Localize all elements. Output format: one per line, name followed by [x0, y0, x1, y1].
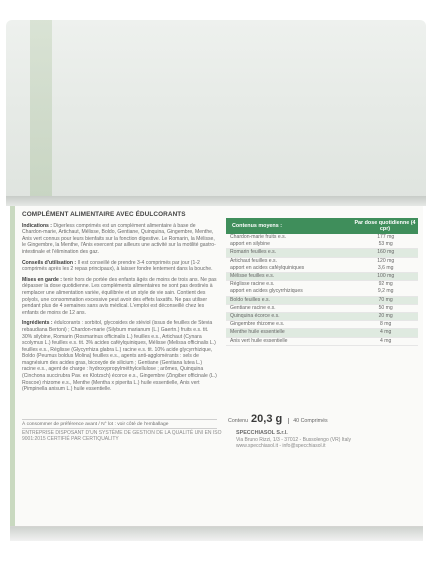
indications-label: Indications : — [22, 222, 52, 229]
table-header-col2: Par dose quotidienne (4 cpr) — [354, 220, 416, 232]
table-row — [226, 305, 418, 313]
ingredient-name: Quinquina écorce e.s. — [230, 313, 280, 320]
ingredients-section — [22, 320, 217, 393]
conseils-text: Il est conseillé de prendre 3-4 comprimés par jour (1-2 comprimés après les 2 repas principaux), à laisser fondre lentement dans la bouche. — [22, 259, 213, 273]
table-header-col1: Contenus moyens : — [232, 223, 283, 229]
ingredient-name: Chardon-marie fruits e.s. apport en silybine — [230, 234, 287, 248]
ingredient-dose: 50 mg — [378, 304, 393, 311]
brand-strip — [10, 206, 15, 526]
package-top — [6, 20, 426, 200]
ingredient-name: Artichaut feuilles e.s. apport en acides caféylquiniques — [230, 257, 305, 271]
product-title: COMPLÉMENT ALIMENTAIRE AVEC ÉDULCORANTS — [22, 211, 186, 218]
ingredient-name: Réglisse racine e.s. apport en acides glycyrrhiziques — [230, 281, 303, 295]
table-row — [226, 234, 418, 249]
ingredient-dose: 4 mg — [380, 337, 392, 344]
ingredient-name: Anis vert huile essentielle — [230, 337, 288, 344]
left-divider-2 — [22, 428, 217, 429]
lot-note: À consommer de préférence avant / N° lot : voir côté de l'emballage — [22, 422, 169, 427]
package-bottom-edge — [10, 527, 423, 541]
ingredient-name: Gingembre rhizome e.s. — [230, 321, 285, 328]
table-row — [226, 258, 418, 273]
ingredient-dose: 92 mg 9,2 mg — [377, 281, 394, 295]
net-weight: 20,3 g — [251, 413, 283, 425]
ingredient-dose: 8 mg — [380, 321, 392, 328]
ingredient-dose: 160 mg — [377, 249, 395, 256]
quality-statement: ENTREPRISE DISPOSANT D'UN SYSTÈME DE GESTION DE LA QUALITÉ UNI EN ISO 9001:2015 CERTIFIÉ PAR CERTIQUALITY — [22, 430, 222, 443]
ingredient-name: Menthe huile essentielle — [230, 329, 285, 336]
table-row — [226, 338, 418, 346]
table-row — [226, 313, 418, 321]
ingredients-label: Ingrédients : — [22, 320, 53, 327]
table-row — [226, 249, 418, 257]
net-content — [228, 413, 328, 425]
company-name: SPECCHIASOL S.r.l. — [236, 430, 288, 436]
net-content-label: Contenu — [228, 418, 249, 424]
table-row — [226, 297, 418, 305]
conseils-section — [22, 260, 217, 273]
indications-text: Digerless comprimés est un complément alimentaire à base de Chardon-marie, Artichaut, Mélisse, Boldo, Gentiane, Quinquina, Gingembre, Menthe, Anis vert connus pour leurs bienfaits sur la fonction digestive. Le Romarin, la Mélisse, le Gingembre, la Menthe, l'Anis exercent par ailleurs une activité sur la motilité gastro-intestinale et l'élimination des gaz. — [22, 222, 216, 255]
ingredients-text: édulcorants : sorbitol, glycosides de stéviol (issus de feuilles de Stevia rebaudiana Bertoni) ; Chardon-marie (Silybum marianum (L.) Gaertn.) fruits e.s. tit. 30% silybine, Romarin (Rosmarinus officinalis L.) feuilles e.s., Artichaut (Cynara scolymus L.) feuilles e.s. tit. 3% acides caféylquiniques, Mélisse (Melissa officinalis L.) feuilles e.s., Réglisse (Glycyrrhiza glabra L.) racine e.s. tit. 10% acide glycyrrhizique, Boldo (Peumus boldus Molina) feuilles e.s., agents anti-agglomérants : sels de magnésium des acides gras, bicoxyde de silicium ; Gentiane (Gentiana lutea L.) racine e.s., agent de charge : hydroxypropylméthylcellulose ; arômes, Quinquina (Cinchona succirubra Pav. ex Klotzsch) écorce e.s., Gingembre (Zingiber officinale (L.) Roscoe) rhizome e.s., Menthe (Mentha x piperita L.) huile essentielle, Anis vert (Pimpinella anisum L.) huile essentielle. — [22, 320, 217, 393]
ingredient-dose: 120 mg 3,6 mg — [377, 257, 395, 271]
table-row — [226, 273, 418, 281]
left-divider — [22, 419, 217, 420]
ingredient-dose: 20 mg — [378, 313, 393, 320]
mises-section — [22, 277, 217, 317]
ingredient-name: Boldo feuilles e.s. — [230, 296, 270, 303]
indications-section — [22, 223, 217, 256]
ingredient-name: Romarin feuilles e.s. — [230, 249, 277, 256]
ingredient-name: Gentiane racine e.s. — [230, 304, 276, 311]
company-info — [236, 430, 351, 450]
tablet-count: 40 Comprimés — [288, 418, 327, 424]
label-left-column — [22, 212, 217, 397]
table-header — [226, 218, 418, 234]
table-row — [226, 281, 418, 296]
ingredient-dose: 177 mg 53 mg — [377, 234, 395, 248]
conseils-label: Conseils d'utilisation : — [22, 259, 77, 266]
table-row — [226, 329, 418, 337]
ingredient-dose: 4 mg — [380, 329, 392, 336]
ingredient-dose: 70 mg — [378, 296, 393, 303]
ingredient-name: Mélisse feuilles e.s. — [230, 273, 275, 280]
nutrition-table — [226, 218, 418, 346]
company-web: www.specchiasol.it - info@specchiasol.it — [236, 443, 326, 450]
mises-label: Mises en garde : — [22, 276, 62, 283]
ingredient-dose: 100 mg — [377, 273, 395, 280]
package-stripe — [30, 20, 52, 200]
mises-text: tenir hors de portée des enfants âgés de moins de trois ans. Ne pas dépasser la dose quotidienne. Les compléments alimentaires ne sont pas destinés à remplacer une alimentation variée, équilibrée et un style de vie sain. Contient des polyols, une consommation excessive peut avoir des effets laxatifs. Ne pas utiliser pendant plus de 4 semaines sans avis médical. L'emploi est déconseillé chez les enfants de moins de 12 ans. — [22, 276, 217, 316]
table-body — [226, 234, 418, 346]
package-edge — [6, 196, 426, 206]
table-row — [226, 321, 418, 329]
company-address: Via Bruno Rizzi, 1/3 - 37012 - Bussolengo (VR) Italy — [236, 436, 351, 443]
